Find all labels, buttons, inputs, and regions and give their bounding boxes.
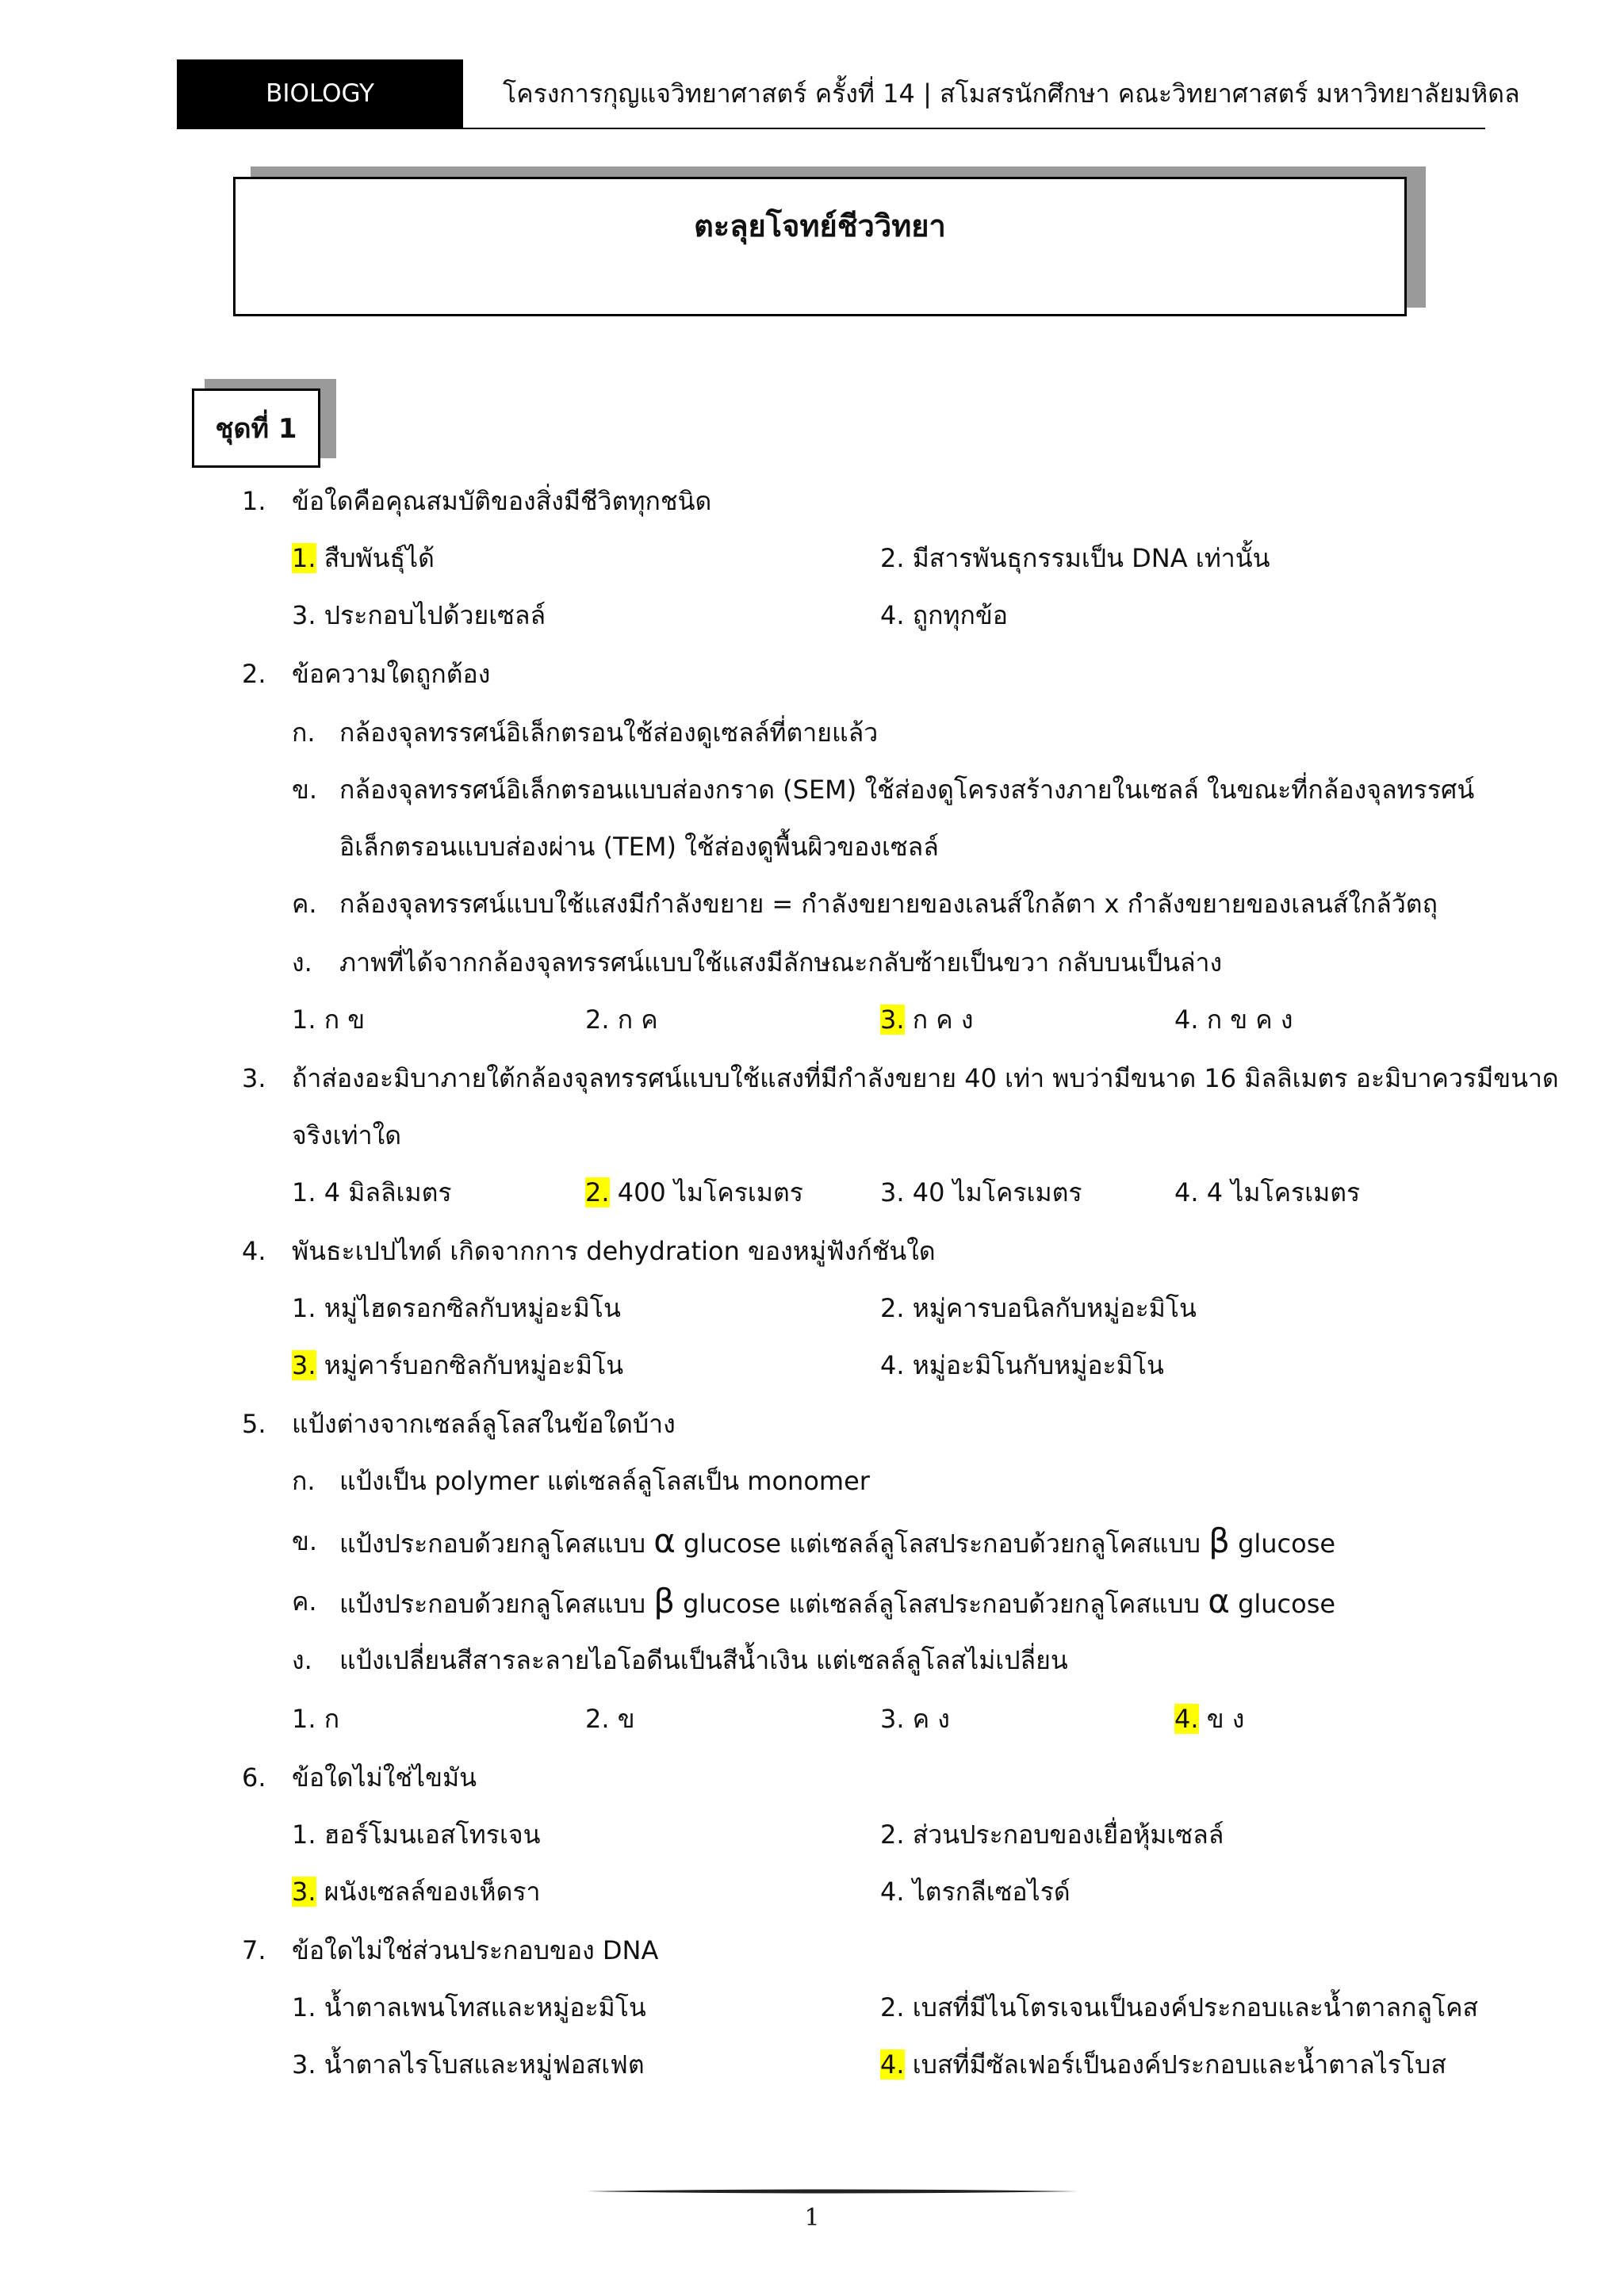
answer-highlight: 4. xyxy=(880,2049,905,2080)
q1-text: ข้อใดคือคุณสมบัติของสิ่งมีชีวิตทุกชนิด xyxy=(292,486,712,516)
q5-statement-mark: ก. xyxy=(292,1466,316,1496)
q2-choice-3-text: ก ค ง xyxy=(904,1004,974,1035)
q2-number: 2. xyxy=(242,659,266,689)
q3-choice-2 xyxy=(585,1177,803,1208)
q4-choice-4: 4. หมู่อะมิโนกับหมู่อะมิโน xyxy=(880,1350,1164,1380)
set-label: ชุดที่ 1 xyxy=(192,388,320,468)
q6-choice-1: 1. ฮอร์โมนเอสโทรเจน xyxy=(292,1820,541,1850)
q5-statement-part: glucose xyxy=(1229,1529,1336,1559)
q5-choice-3: 3. ค ง xyxy=(880,1704,950,1734)
q2-statement: กล้องจุลทรรศน์อิเล็กตรอนแบบส่องกราด (SEM) ใช้ส่องดูโครงสร้างภายในเซลล์ ในขณะที่กล้องจุลทรรศน์ xyxy=(339,775,1475,805)
answer-highlight: 2. xyxy=(585,1177,610,1207)
q1-choice-3: 3. ประกอบไปด้วยเซลล์ xyxy=(292,600,546,630)
q5-statement xyxy=(339,1521,1336,1560)
q7-choice-3: 3. น้ำตาลไรโบสและหมู่ฟอสเฟต xyxy=(292,2049,645,2080)
greek-beta: β xyxy=(653,1582,675,1621)
q2-statement: กล้องจุลทรรศน์อิเล็กตรอนใช้ส่องดูเซลล์ที่ตายแล้ว xyxy=(339,718,879,748)
title-box xyxy=(233,177,1407,316)
q3-choice-4: 4. 4 ไมโครเมตร xyxy=(1174,1177,1361,1207)
q4-text: พันธะเปปไทด์ เกิดจากการ dehydration ของหมู่ฟังก์ชันใด xyxy=(292,1236,936,1266)
q5-statement-mark: ค. xyxy=(292,1586,317,1617)
answer-highlight: 1. xyxy=(292,543,316,573)
q7-text: ข้อใดไม่ใช่ส่วนประกอบของ DNA xyxy=(292,1935,659,1965)
q2-choice-3 xyxy=(880,1004,973,1035)
q2-statement: ภาพที่ได้จากกล้องจุลทรรศน์แบบใช้แสงมีลักษณะกลับซ้ายเป็นขวา กลับบนเป็นล่าง xyxy=(339,947,1223,978)
header-subject-tab: BIOLOGY xyxy=(177,59,463,128)
q3-choice-1: 1. 4 มิลลิเมตร xyxy=(292,1177,452,1207)
greek-beta: β xyxy=(1208,1521,1230,1560)
page-number: 1 xyxy=(804,2204,820,2232)
q4-choice-3-text: หมู่คาร์บอกซิลกับหมู่อะมิโน xyxy=(316,1350,624,1380)
q1-choice-1 xyxy=(292,542,435,574)
q5-choice-2: 2. ข xyxy=(585,1704,635,1734)
q6-number: 6. xyxy=(242,1762,266,1793)
answer-highlight: 3. xyxy=(880,1004,905,1035)
q5-statement-part: glucose แต่เซลล์ลูโลสประกอบด้วยกลูโคสแบบ xyxy=(675,1529,1209,1559)
q5-statement-part: แป้งประกอบด้วยกลูโคสแบบ xyxy=(339,1529,654,1559)
q7-choice-4 xyxy=(880,2049,1446,2080)
q5-statement xyxy=(339,1582,1336,1621)
q1-choice-2: 2. มีสารพันธุกรรมเป็น DNA เท่านั้น xyxy=(880,543,1270,573)
q5-statement-mark: ง. xyxy=(292,1645,312,1675)
page-title: ตะลุยโจทย์ชีววิทยา xyxy=(694,209,946,243)
greek-alpha: α xyxy=(653,1521,676,1560)
q4-choice-2: 2. หมู่คารบอนิลกับหมู่อะมิโน xyxy=(880,1293,1197,1323)
q1-choice-1-text: สืบพันธุ์ได้ xyxy=(316,543,435,573)
q2-choice-1: 1. ก ข xyxy=(292,1004,366,1035)
q6-text: ข้อใดไม่ใช่ไขมัน xyxy=(292,1762,477,1793)
q5-choice-4 xyxy=(1174,1703,1244,1735)
q5-statement-mark: ข. xyxy=(292,1526,318,1556)
q5-choice-1: 1. ก xyxy=(292,1704,340,1734)
q4-number: 4. xyxy=(242,1236,266,1266)
q5-statement-part: แป้งประกอบด้วยกลูโคสแบบ xyxy=(339,1589,654,1619)
q2-statement: กล้องจุลทรรศน์แบบใช้แสงมีกำลังขยาย = กำลังขยายของเลนส์ใกล้ตา x กำลังขยายของเลนส์ใกล้วัตถุ xyxy=(339,889,1438,919)
header-rule xyxy=(177,128,1485,129)
q3-text: ถ้าส่องอะมิบาภายใต้กล้องจุลทรรศน์แบบใช้แสงที่มีกำลังขยาย 40 เท่า พบว่ามีขนาด 16 มิลลิเมตร อะมิบาควรมีขนาด xyxy=(292,1063,1559,1093)
q6-choice-4: 4. ไตรกลีเซอไรด์ xyxy=(880,1877,1071,1907)
q5-statement-part: glucose xyxy=(1229,1589,1336,1619)
q1-choice-4: 4. ถูกทุกข้อ xyxy=(880,600,1009,630)
q2-statement-mark: ก. xyxy=(292,718,316,748)
q6-choice-2: 2. ส่วนประกอบของเยื่อหุ้มเซลล์ xyxy=(880,1820,1224,1850)
q5-statement: แป้งเปลี่ยนสีสารละลายไอโอดีนเป็นสีน้ำเงิน แต่เซลล์ลูโลสไม่เปลี่ยน xyxy=(339,1645,1068,1675)
q3-choice-2-text: 400 ไมโครเมตร xyxy=(609,1177,803,1207)
greek-alpha: α xyxy=(1208,1582,1230,1621)
q5-statement-part: glucose แต่เซลล์ลูโลสประกอบด้วยกลูโคสแบบ xyxy=(675,1589,1208,1619)
q7-choice-1: 1. น้ำตาลเพนโทสและหมู่อะมิโน xyxy=(292,1992,646,2022)
q5-choice-4-text: ข ง xyxy=(1198,1704,1245,1734)
footer-ornament xyxy=(587,2188,1078,2195)
q7-number: 7. xyxy=(242,1935,266,1965)
q3-text-continued: จริงเท่าใด xyxy=(292,1120,401,1150)
q2-statement-mark: ข. xyxy=(292,775,318,805)
q4-choice-1: 1. หมู่ไฮดรอกซิลกับหมู่อะมิโน xyxy=(292,1293,621,1323)
q3-number: 3. xyxy=(242,1063,266,1093)
q2-choice-2: 2. ก ค xyxy=(585,1004,658,1035)
answer-highlight: 3. xyxy=(292,1350,316,1380)
q6-choice-3 xyxy=(292,1876,541,1908)
q5-text: แป้งต่างจากเซลล์ลูโลสในข้อใดบ้าง xyxy=(292,1409,676,1439)
header-project-text: โครงการกุญแจวิทยาศาสตร์ ครั้งที่ 14 | สโมสรนักศึกษา คณะวิทยาศาสตร์ มหาวิทยาลัยมหิดล xyxy=(503,78,1520,109)
q2-statement-mark: ค. xyxy=(292,889,317,919)
answer-highlight: 4. xyxy=(1174,1704,1199,1734)
q5-number: 5. xyxy=(242,1409,266,1439)
q2-statement-mark: ง. xyxy=(292,947,312,978)
q6-choice-3-text: ผนังเซลล์ของเห็ดรา xyxy=(316,1877,541,1907)
q5-statement: แป้งเป็น polymer แต่เซลล์ลูโลสเป็น monomer xyxy=(339,1466,870,1496)
q2-choice-4: 4. ก ข ค ง xyxy=(1174,1004,1293,1035)
q7-choice-2: 2. เบสที่มีไนโตรเจนเป็นองค์ประกอบและน้ำตาลกลูโคส xyxy=(880,1992,1479,2022)
q1-number: 1. xyxy=(242,486,266,516)
q2-text: ข้อความใดถูกต้อง xyxy=(292,659,491,689)
q4-choice-3 xyxy=(292,1349,623,1381)
q7-choice-4-text: เบสที่มีซัลเฟอร์เป็นองค์ประกอบและน้ำตาลไรโบส xyxy=(904,2049,1446,2080)
answer-highlight: 3. xyxy=(292,1877,316,1907)
q2-statement-continued: อิเล็กตรอนแบบส่องผ่าน (TEM) ใช้ส่องดูพื้นผิวของเซลล์ xyxy=(339,832,939,862)
q3-choice-3: 3. 40 ไมโครเมตร xyxy=(880,1177,1082,1207)
